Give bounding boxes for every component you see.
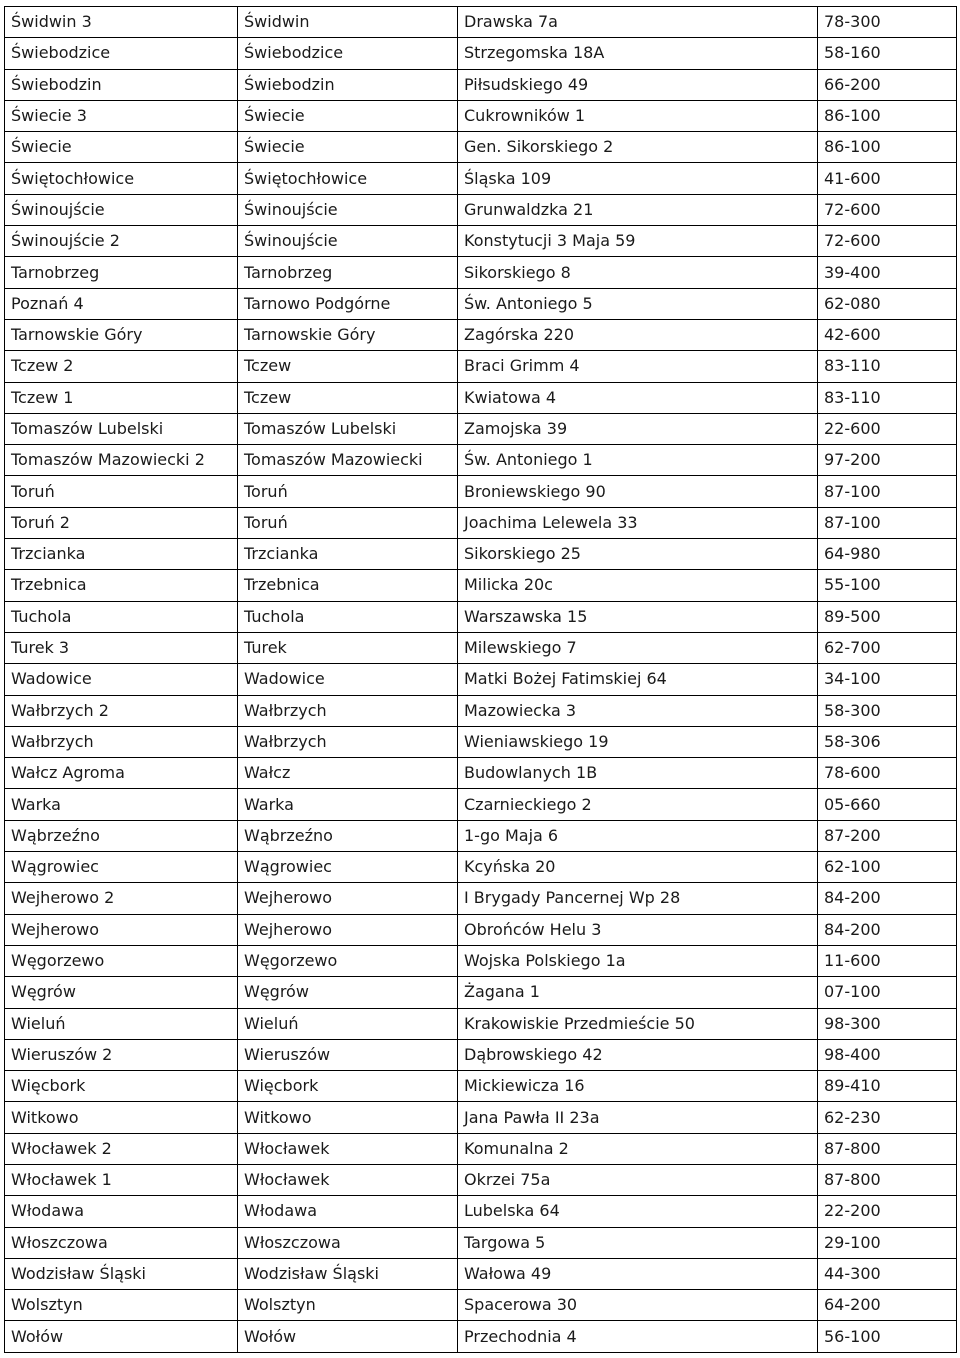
postal-code-cell: 98-300	[818, 1008, 957, 1039]
postal-code-cell: 89-500	[818, 601, 957, 632]
branch-name-cell: Węgorzewo	[5, 945, 238, 976]
city-cell: Witkowo	[238, 1102, 458, 1133]
street-address-cell: Grunwaldzka 21	[458, 194, 818, 225]
street-address-cell: Wojska Polskiego 1a	[458, 945, 818, 976]
street-address-cell: Zagórska 220	[458, 319, 818, 350]
table-row	[5, 226, 957, 257]
table-row	[5, 194, 957, 225]
table-row	[5, 1290, 957, 1321]
city-cell: Wałcz	[238, 758, 458, 789]
street-address-cell: Przechodnia 4	[458, 1321, 818, 1352]
street-address-cell: Czarnieckiego 2	[458, 789, 818, 820]
city-cell: Toruń	[238, 507, 458, 538]
branch-name-cell: Wągrowiec	[5, 852, 238, 883]
postal-code-cell: 56-100	[818, 1321, 957, 1352]
postal-code-cell: 62-100	[818, 852, 957, 883]
street-address-cell: Mazowiecka 3	[458, 695, 818, 726]
table-row	[5, 445, 957, 476]
table-row	[5, 413, 957, 444]
table-row	[5, 664, 957, 695]
street-address-cell: Jana Pawła II 23a	[458, 1102, 818, 1133]
postal-code-cell: 87-800	[818, 1133, 957, 1164]
postal-code-cell: 84-200	[818, 914, 957, 945]
table-row	[5, 1102, 957, 1133]
city-cell: Tarnowo Podgórne	[238, 288, 458, 319]
postal-code-cell: 86-100	[818, 100, 957, 131]
postal-code-cell: 07-100	[818, 977, 957, 1008]
table-row	[5, 288, 957, 319]
postal-code-cell: 55-100	[818, 570, 957, 601]
postal-code-cell: 39-400	[818, 257, 957, 288]
branch-name-cell: Tomaszów Mazowiecki 2	[5, 445, 238, 476]
street-address-cell: Kwiatowa 4	[458, 382, 818, 413]
street-address-cell: Krakowiskie Przedmieście 50	[458, 1008, 818, 1039]
branch-name-cell: Wodzisław Śląski	[5, 1258, 238, 1289]
street-address-cell: Śląska 109	[458, 163, 818, 194]
postal-code-cell: 89-410	[818, 1071, 957, 1102]
street-address-cell: Św. Antoniego 5	[458, 288, 818, 319]
street-address-cell: Sikorskiego 8	[458, 257, 818, 288]
city-cell: Tczew	[238, 382, 458, 413]
branch-name-cell: Tczew 1	[5, 382, 238, 413]
branch-name-cell: Toruń 2	[5, 507, 238, 538]
branch-name-cell: Włodawa	[5, 1196, 238, 1227]
postal-code-cell: 64-200	[818, 1290, 957, 1321]
city-cell: Wejherowo	[238, 883, 458, 914]
branch-name-cell: Wolsztyn	[5, 1290, 238, 1321]
city-cell: Włoszczowa	[238, 1227, 458, 1258]
branch-name-cell: Wałcz Agroma	[5, 758, 238, 789]
postal-code-cell: 87-200	[818, 820, 957, 851]
table-row	[5, 820, 957, 851]
street-address-cell: Lubelska 64	[458, 1196, 818, 1227]
table-row	[5, 1071, 957, 1102]
street-address-cell: 1-go Maja 6	[458, 820, 818, 851]
city-cell: Węgorzewo	[238, 945, 458, 976]
street-address-cell: Strzegomska 18A	[458, 38, 818, 69]
branch-name-cell: Tomaszów Lubelski	[5, 413, 238, 444]
branch-name-cell: Tczew 2	[5, 351, 238, 382]
city-cell: Świecie	[238, 132, 458, 163]
table-row	[5, 100, 957, 131]
street-address-cell: Broniewskiego 90	[458, 476, 818, 507]
branch-name-cell: Wieluń	[5, 1008, 238, 1039]
postal-code-cell: 78-600	[818, 758, 957, 789]
table-row	[5, 883, 957, 914]
branch-name-cell: Wałbrzych	[5, 726, 238, 757]
street-address-cell: Wałowa 49	[458, 1258, 818, 1289]
branch-name-cell: Włoszczowa	[5, 1227, 238, 1258]
branch-name-cell: Warka	[5, 789, 238, 820]
city-cell: Świętochłowice	[238, 163, 458, 194]
branch-name-cell: Świdwin 3	[5, 7, 238, 38]
city-cell: Tuchola	[238, 601, 458, 632]
postal-code-cell: 78-300	[818, 7, 957, 38]
street-address-cell: Milewskiego 7	[458, 632, 818, 663]
street-address-cell: Matki Bożej Fatimskiej 64	[458, 664, 818, 695]
city-cell: Włocławek	[238, 1133, 458, 1164]
city-cell: Wąbrzeźno	[238, 820, 458, 851]
street-address-cell: Piłsudskiego 49	[458, 69, 818, 100]
table-row	[5, 1133, 957, 1164]
street-address-cell: Żagana 1	[458, 977, 818, 1008]
street-address-cell: Budowlanych 1B	[458, 758, 818, 789]
city-cell: Turek	[238, 632, 458, 663]
street-address-cell: Konstytucji 3 Maja 59	[458, 226, 818, 257]
city-cell: Toruń	[238, 476, 458, 507]
city-cell: Wolsztyn	[238, 1290, 458, 1321]
branch-name-cell: Świętochłowice	[5, 163, 238, 194]
city-cell: Warka	[238, 789, 458, 820]
branch-name-cell: Wejherowo 2	[5, 883, 238, 914]
city-cell: Świecie	[238, 100, 458, 131]
postal-code-cell: 29-100	[818, 1227, 957, 1258]
branch-name-cell: Świecie 3	[5, 100, 238, 131]
table-row	[5, 1321, 957, 1352]
city-cell: Świnoujście	[238, 226, 458, 257]
table-row	[5, 163, 957, 194]
postal-code-cell: 44-300	[818, 1258, 957, 1289]
city-cell: Wodzisław Śląski	[238, 1258, 458, 1289]
table-row	[5, 1039, 957, 1070]
branch-name-cell: Tarnobrzeg	[5, 257, 238, 288]
street-address-cell: Zamojska 39	[458, 413, 818, 444]
table-row	[5, 539, 957, 570]
branch-name-cell: Poznań 4	[5, 288, 238, 319]
city-cell: Wadowice	[238, 664, 458, 695]
table-row	[5, 38, 957, 69]
postal-code-cell: 62-700	[818, 632, 957, 663]
postal-code-cell: 64-980	[818, 539, 957, 570]
table-row	[5, 69, 957, 100]
branch-name-cell: Wadowice	[5, 664, 238, 695]
city-cell: Włodawa	[238, 1196, 458, 1227]
postal-code-cell: 05-660	[818, 789, 957, 820]
street-address-cell: Sikorskiego 25	[458, 539, 818, 570]
table-row	[5, 945, 957, 976]
branch-name-cell: Turek 3	[5, 632, 238, 663]
postal-code-cell: 58-306	[818, 726, 957, 757]
city-cell: Tomaszów Lubelski	[238, 413, 458, 444]
city-cell: Świebodzin	[238, 69, 458, 100]
city-cell: Wieluń	[238, 1008, 458, 1039]
table-row	[5, 726, 957, 757]
street-address-cell: Kcyńska 20	[458, 852, 818, 883]
street-address-cell: Św. Antoniego 1	[458, 445, 818, 476]
branch-name-cell: Świecie	[5, 132, 238, 163]
table-row	[5, 914, 957, 945]
branch-name-cell: Świebodzice	[5, 38, 238, 69]
postal-code-cell: 62-230	[818, 1102, 957, 1133]
table-row	[5, 319, 957, 350]
postal-code-cell: 58-160	[818, 38, 957, 69]
table-row	[5, 1008, 957, 1039]
postal-code-cell: 97-200	[818, 445, 957, 476]
postal-code-cell: 34-100	[818, 664, 957, 695]
city-cell: Włocławek	[238, 1164, 458, 1195]
street-address-cell: Obrońców Helu 3	[458, 914, 818, 945]
document-page	[4, 6, 956, 1353]
city-cell: Tarnowskie Góry	[238, 319, 458, 350]
street-address-cell: Cukrowników 1	[458, 100, 818, 131]
street-address-cell: Okrzei 75a	[458, 1164, 818, 1195]
postal-code-cell: 84-200	[818, 883, 957, 914]
postal-code-cell: 72-600	[818, 194, 957, 225]
branch-name-cell: Wałbrzych 2	[5, 695, 238, 726]
street-address-cell: Joachima Lelewela 33	[458, 507, 818, 538]
table-row	[5, 351, 957, 382]
table-row	[5, 7, 957, 38]
branch-name-cell: Więcbork	[5, 1071, 238, 1102]
branch-name-cell: Tarnowskie Góry	[5, 319, 238, 350]
branch-name-cell: Świnoujście 2	[5, 226, 238, 257]
city-cell: Węgrów	[238, 977, 458, 1008]
postal-code-cell: 62-080	[818, 288, 957, 319]
postal-code-cell: 66-200	[818, 69, 957, 100]
branch-name-cell: Wieruszów 2	[5, 1039, 238, 1070]
branch-name-cell: Świnoujście	[5, 194, 238, 225]
city-cell: Wałbrzych	[238, 695, 458, 726]
postal-code-cell: 22-600	[818, 413, 957, 444]
branch-name-cell: Włocławek 2	[5, 1133, 238, 1164]
table-row	[5, 507, 957, 538]
street-address-cell: I Brygady Pancernej Wp 28	[458, 883, 818, 914]
table-row	[5, 758, 957, 789]
postal-code-cell: 42-600	[818, 319, 957, 350]
table-row	[5, 570, 957, 601]
street-address-cell: Spacerowa 30	[458, 1290, 818, 1321]
city-cell: Wągrowiec	[238, 852, 458, 883]
table-row	[5, 632, 957, 663]
postal-code-cell: 87-800	[818, 1164, 957, 1195]
street-address-cell: Komunalna 2	[458, 1133, 818, 1164]
postal-code-cell: 22-200	[818, 1196, 957, 1227]
table-row	[5, 695, 957, 726]
city-cell: Świnoujście	[238, 194, 458, 225]
postal-code-cell: 58-300	[818, 695, 957, 726]
city-cell: Wałbrzych	[238, 726, 458, 757]
street-address-cell: Gen. Sikorskiego 2	[458, 132, 818, 163]
table-row	[5, 382, 957, 413]
street-address-cell: Mickiewicza 16	[458, 1071, 818, 1102]
city-cell: Trzebnica	[238, 570, 458, 601]
street-address-cell: Dąbrowskiego 42	[458, 1039, 818, 1070]
postal-code-cell: 87-100	[818, 476, 957, 507]
branch-name-cell: Świebodzin	[5, 69, 238, 100]
postal-code-cell: 86-100	[818, 132, 957, 163]
city-cell: Tomaszów Mazowiecki	[238, 445, 458, 476]
city-cell: Trzcianka	[238, 539, 458, 570]
street-address-cell: Milicka 20c	[458, 570, 818, 601]
city-cell: Wieruszów	[238, 1039, 458, 1070]
city-cell: Wołów	[238, 1321, 458, 1352]
table-row	[5, 257, 957, 288]
branch-name-cell: Włocławek 1	[5, 1164, 238, 1195]
branch-name-cell: Wołów	[5, 1321, 238, 1352]
postal-code-cell: 83-110	[818, 351, 957, 382]
branch-name-cell: Witkowo	[5, 1102, 238, 1133]
postal-code-cell: 72-600	[818, 226, 957, 257]
table-row	[5, 1258, 957, 1289]
city-cell: Tczew	[238, 351, 458, 382]
table-row	[5, 476, 957, 507]
locations-table	[4, 6, 957, 1353]
city-cell: Tarnobrzeg	[238, 257, 458, 288]
branch-name-cell: Węgrów	[5, 977, 238, 1008]
branch-name-cell: Tuchola	[5, 601, 238, 632]
locations-table-body	[5, 7, 957, 1353]
branch-name-cell: Wejherowo	[5, 914, 238, 945]
postal-code-cell: 98-400	[818, 1039, 957, 1070]
branch-name-cell: Trzcianka	[5, 539, 238, 570]
table-row	[5, 601, 957, 632]
street-address-cell: Wieniawskiego 19	[458, 726, 818, 757]
table-row	[5, 977, 957, 1008]
street-address-cell: Braci Grimm 4	[458, 351, 818, 382]
city-cell: Wejherowo	[238, 914, 458, 945]
street-address-cell: Warszawska 15	[458, 601, 818, 632]
branch-name-cell: Trzebnica	[5, 570, 238, 601]
table-row	[5, 852, 957, 883]
table-row	[5, 132, 957, 163]
street-address-cell: Drawska 7a	[458, 7, 818, 38]
postal-code-cell: 83-110	[818, 382, 957, 413]
postal-code-cell: 87-100	[818, 507, 957, 538]
postal-code-cell: 41-600	[818, 163, 957, 194]
postal-code-cell: 11-600	[818, 945, 957, 976]
table-row	[5, 1196, 957, 1227]
table-row	[5, 1227, 957, 1258]
branch-name-cell: Toruń	[5, 476, 238, 507]
branch-name-cell: Wąbrzeźno	[5, 820, 238, 851]
street-address-cell: Targowa 5	[458, 1227, 818, 1258]
table-row	[5, 789, 957, 820]
table-row	[5, 1164, 957, 1195]
city-cell: Świdwin	[238, 7, 458, 38]
city-cell: Więcbork	[238, 1071, 458, 1102]
city-cell: Świebodzice	[238, 38, 458, 69]
